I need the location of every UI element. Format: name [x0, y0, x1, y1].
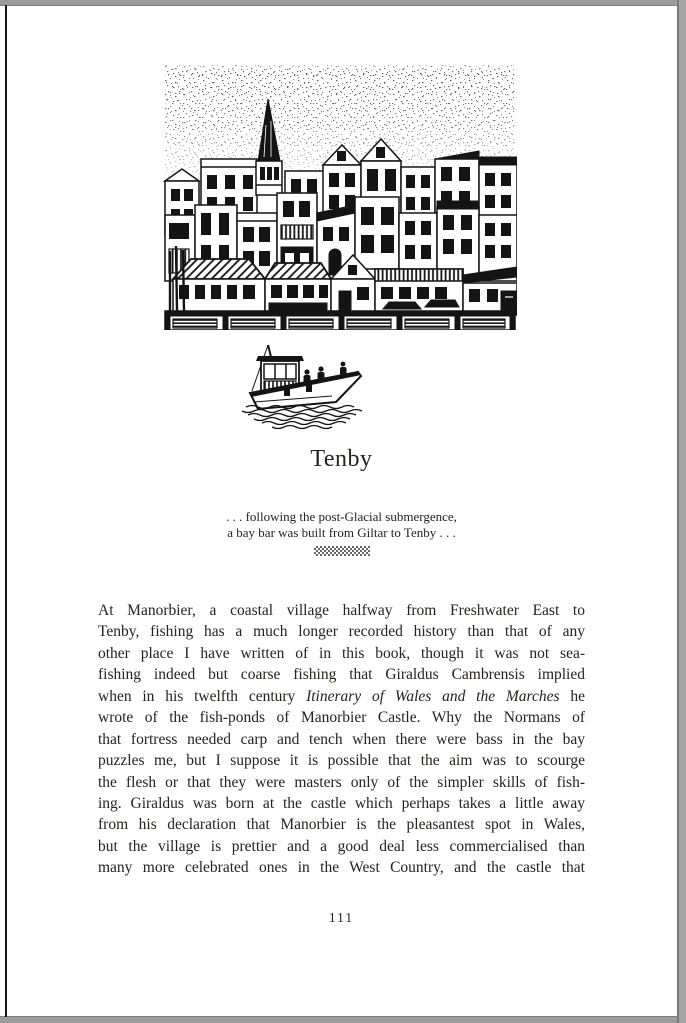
- body-line: many more celebrated ones in the West Country, and the castle that: [98, 859, 585, 877]
- body-line: when in his twelfth century Itinerary of Wales and the Marches he: [98, 687, 585, 705]
- chapter-title: Tenby: [310, 446, 373, 472]
- body-line: but the village is prettier and a good deal less commercialised than: [98, 837, 585, 855]
- body-line: that fortress needed carp and tench when there were bass in the bay: [98, 730, 585, 748]
- body-paragraph: [98, 600, 585, 879]
- body-line: fishing indeed but coarse fishing that Giraldus Cambrensis implied: [98, 666, 585, 684]
- epigraph-line-1: . . . following the post-Glacial submergence,: [226, 509, 457, 524]
- checker-band-ornament: [314, 546, 370, 556]
- ornament-row: [98, 546, 585, 556]
- epigraph-line-2: a bay bar was built from Giltar to Tenby . . .: [227, 524, 456, 540]
- harbour-wall: [165, 311, 515, 330]
- page-number: 111: [328, 910, 355, 925]
- scan-frame-right: [677, 0, 686, 1023]
- body-line: other place I have written of in this book, though it was not sea-: [98, 644, 585, 662]
- town-woodcut-illustration: [163, 63, 517, 330]
- body-line: the flesh or that they were masters only of the simpler skills of fish-: [98, 773, 585, 791]
- scan-frame-top: [0, 0, 686, 6]
- chapter-illustration: [163, 63, 517, 433]
- body-line: from his declaration that Manorbier is the pleasantest spot in Wales,: [98, 816, 585, 834]
- body-line: At Manorbier, a coastal village halfway from Freshwater East to: [98, 602, 585, 619]
- page-edge-rule: [5, 5, 7, 1017]
- body-line: wrote of the fish-ponds of Manorbier Castle. Why the Normans of: [98, 709, 585, 727]
- body-line: puzzles me, but I suppose it is possible that the aim was to scourge: [98, 752, 585, 770]
- epigraph: [98, 509, 585, 540]
- body-line: Tenby, fishing has a much longer recorded history than that of any: [98, 623, 585, 641]
- scan-frame-bottom: [0, 1016, 686, 1023]
- water-waves: [242, 406, 362, 429]
- body-line: ing. Giraldus was born at the castle which perhaps takes a little away: [98, 794, 585, 812]
- boat-woodcut-illustration: [240, 343, 370, 431]
